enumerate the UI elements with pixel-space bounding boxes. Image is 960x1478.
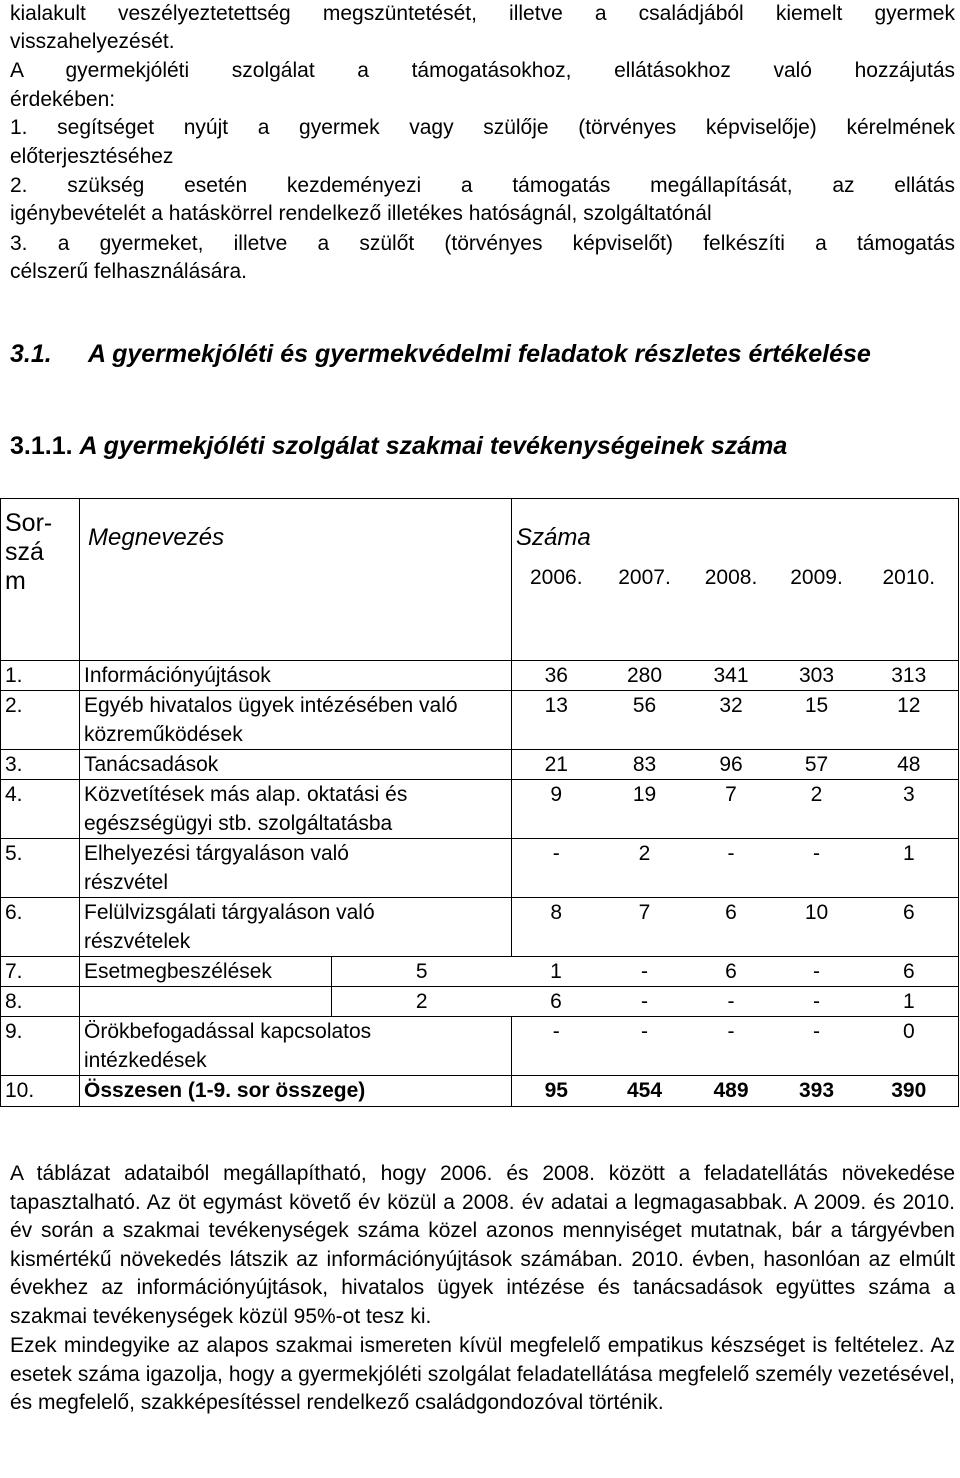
- body-paragraph: A táblázat adataiból megállapítható, hogy 2006. és 2008. között a feladatellátás növekedése tapasztalható. Az öt egymást követő év közül a 2008. év adatai a legmagasabbak. A 2009. és 2010. év során a szakmai tevékenységek száma közel azonos mennyiséget mutatnak, bár a tárgyévben kismértékű növekedés látszik az információnyújtások számában. 2010. évben, hasonlóan az elmúlt évekhez az információnyújtások, hivatalos ügyek intézése és tanácsadások együttes száma a szakmai tevékenységek közül 95%-ot tesz ki.: [10, 1162, 955, 1328]
- row-value: 390: [860, 1076, 959, 1107]
- intro-line: visszahelyezését.: [10, 30, 175, 53]
- row-value: 2: [774, 780, 860, 839]
- row-number: 3.: [1, 750, 80, 780]
- row-value: 36: [512, 661, 601, 691]
- row-value: -: [689, 839, 774, 898]
- table-row: [1, 691, 959, 750]
- table-total-row: [1, 1076, 959, 1107]
- row-name: [80, 691, 512, 750]
- row-value: 15: [774, 691, 860, 750]
- row-number: 10.: [1, 1076, 80, 1107]
- row-value: -: [601, 987, 689, 1017]
- row-number: 4.: [1, 780, 80, 839]
- row-value: 3: [860, 780, 959, 839]
- row-value: -: [774, 839, 860, 898]
- row-name: [80, 839, 512, 898]
- row-name-text: Egyéb hivatalos ügyek intézésében való közreműködések: [84, 694, 458, 746]
- row-name: [80, 1017, 512, 1076]
- row-name-text: Közvetítések más alap. oktatási és egészségügyi stb. szolgáltatásba: [84, 783, 408, 835]
- row-value: 7: [601, 898, 689, 957]
- table-row: [1, 957, 959, 987]
- row-value: 13: [512, 691, 601, 750]
- row-value: 6: [512, 987, 601, 1017]
- header-text: Sor-: [5, 509, 53, 537]
- header-text: m: [5, 567, 26, 595]
- row-value: -: [774, 957, 860, 987]
- table-row: [1, 898, 959, 957]
- row-value: -: [689, 1017, 774, 1076]
- list-item: 2. szükség esetén kezdeményezi a támogatás megállapítását, az ellátás: [10, 174, 955, 197]
- row-name: Esetmegbeszélések: [80, 957, 332, 987]
- table-row: [1, 780, 959, 839]
- row-value: 10: [774, 898, 860, 957]
- row-value: 313: [860, 661, 959, 691]
- row-value: 393: [774, 1076, 860, 1107]
- table-row: [1, 661, 959, 691]
- row-name: [80, 898, 512, 957]
- header-text: Megnevezés: [88, 524, 225, 551]
- row-number: 1.: [1, 661, 80, 691]
- list-item: előterjesztéséhez: [10, 145, 174, 168]
- year-cell: 2006.: [512, 557, 601, 661]
- row-value: 57: [774, 750, 860, 780]
- body-paragraph: Ezek mindegyike az alapos szakmai ismereten kívül megfelelő empatikus készséget is feltételez. Az esetek száma igazolja, hogy a gyermekjóléti szolgálat feladatellátása megfelelő személy vezetésével, és megfelelő, szakképesítéssel rendelkező családgondozóval történik.: [10, 1334, 955, 1414]
- intro-line: kialakult veszélyeztetettség megszüntetését, illetve a családjából kiemelt gyermek: [10, 2, 955, 25]
- header-sorszam: [1, 499, 80, 661]
- list-item: igénybevételét a hatáskörrel rendelkező illetékes hatóságnál, szolgáltatónál: [10, 202, 712, 225]
- row-name: Összesen (1-9. sor összege): [80, 1076, 512, 1107]
- row-value: 32: [689, 691, 774, 750]
- list-item: 1. segítséget nyújt a gyermek vagy szülője (törvényes képviselője) kérelmének: [10, 116, 955, 139]
- row-value: 0: [860, 1017, 959, 1076]
- row-extra-value: 2: [332, 987, 512, 1017]
- subsection-title: A gyermekjóléti szolgálat szakmai tevékenységeinek száma: [79, 432, 788, 460]
- row-name: Információnyújtások: [80, 661, 512, 691]
- row-value: 21: [512, 750, 601, 780]
- table-row: [1, 1017, 959, 1076]
- row-value: 8: [512, 898, 601, 957]
- row-value: 96: [689, 750, 774, 780]
- table-row: [1, 839, 959, 898]
- row-value: 6: [689, 898, 774, 957]
- row-value: 489: [689, 1076, 774, 1107]
- row-value: -: [689, 987, 774, 1017]
- section-title: A gyermekjóléti és gyermekvédelmi feladatok részletes értékelése: [88, 340, 871, 368]
- row-name: [80, 987, 332, 1017]
- row-value: 7: [689, 780, 774, 839]
- row-value: 95: [512, 1076, 601, 1107]
- activities-table: [0, 498, 959, 1107]
- row-value: 2: [601, 839, 689, 898]
- row-value: 341: [689, 661, 774, 691]
- row-value: 1: [860, 987, 959, 1017]
- row-value: 19: [601, 780, 689, 839]
- row-value: 1: [512, 957, 601, 987]
- header-megnevezes: [80, 499, 512, 661]
- row-value: 454: [601, 1076, 689, 1107]
- row-value: 48: [860, 750, 959, 780]
- row-value: 83: [601, 750, 689, 780]
- row-value: 6: [860, 898, 959, 957]
- year-cell: 2007.: [601, 557, 689, 661]
- year-cell: 2009.: [774, 557, 860, 661]
- year-cell: 2010.: [860, 557, 959, 661]
- row-number: 8.: [1, 987, 80, 1017]
- row-number: 6.: [1, 898, 80, 957]
- row-number: 7.: [1, 957, 80, 987]
- table-row: [1, 750, 959, 780]
- row-value: 9: [512, 780, 601, 839]
- row-value: -: [774, 1017, 860, 1076]
- header-text: szá: [5, 538, 44, 566]
- intro-line: érdekében:: [10, 88, 116, 111]
- row-value: 6: [860, 957, 959, 987]
- row-name-text: Örökbefogadással kapcsolatos intézkedések: [84, 1020, 372, 1072]
- subsection-number: 3.1.1.: [10, 432, 73, 460]
- subsection-heading: [10, 432, 787, 461]
- row-value: 56: [601, 691, 689, 750]
- list-item: 3. a gyermeket, illetve a szülőt (törvényes képviselőt) felkészíti a támogatás: [10, 232, 955, 255]
- table-header-row: [1, 499, 959, 557]
- row-name: [80, 780, 512, 839]
- row-value: -: [601, 957, 689, 987]
- header-text: Száma: [516, 524, 591, 551]
- row-value: -: [512, 1017, 601, 1076]
- section-number: 3.1.: [10, 340, 52, 368]
- row-value: -: [512, 839, 601, 898]
- row-extra-value: 5: [332, 957, 512, 987]
- row-value: -: [601, 1017, 689, 1076]
- row-value: 303: [774, 661, 860, 691]
- row-number: 9.: [1, 1017, 80, 1076]
- row-number: 2.: [1, 691, 80, 750]
- row-name-text: Felülvizsgálati tárgyaláson való részvételek: [84, 901, 375, 953]
- table-row: [1, 987, 959, 1017]
- row-name-text: Elhelyezési tárgyaláson való részvétel: [84, 842, 349, 894]
- row-value: 12: [860, 691, 959, 750]
- intro-line: A gyermekjóléti szolgálat a támogatásokhoz, ellátásokhoz való hozzájutás: [10, 59, 955, 82]
- row-name: Tanácsadások: [80, 750, 512, 780]
- row-value: 1: [860, 839, 959, 898]
- row-value: -: [774, 987, 860, 1017]
- row-value: 6: [689, 957, 774, 987]
- list-item: célszerű felhasználására.: [10, 260, 247, 283]
- row-number: 5.: [1, 839, 80, 898]
- year-cell: 2008.: [689, 557, 774, 661]
- row-value: 280: [601, 661, 689, 691]
- header-szama: [512, 499, 959, 557]
- section-heading: [10, 340, 871, 369]
